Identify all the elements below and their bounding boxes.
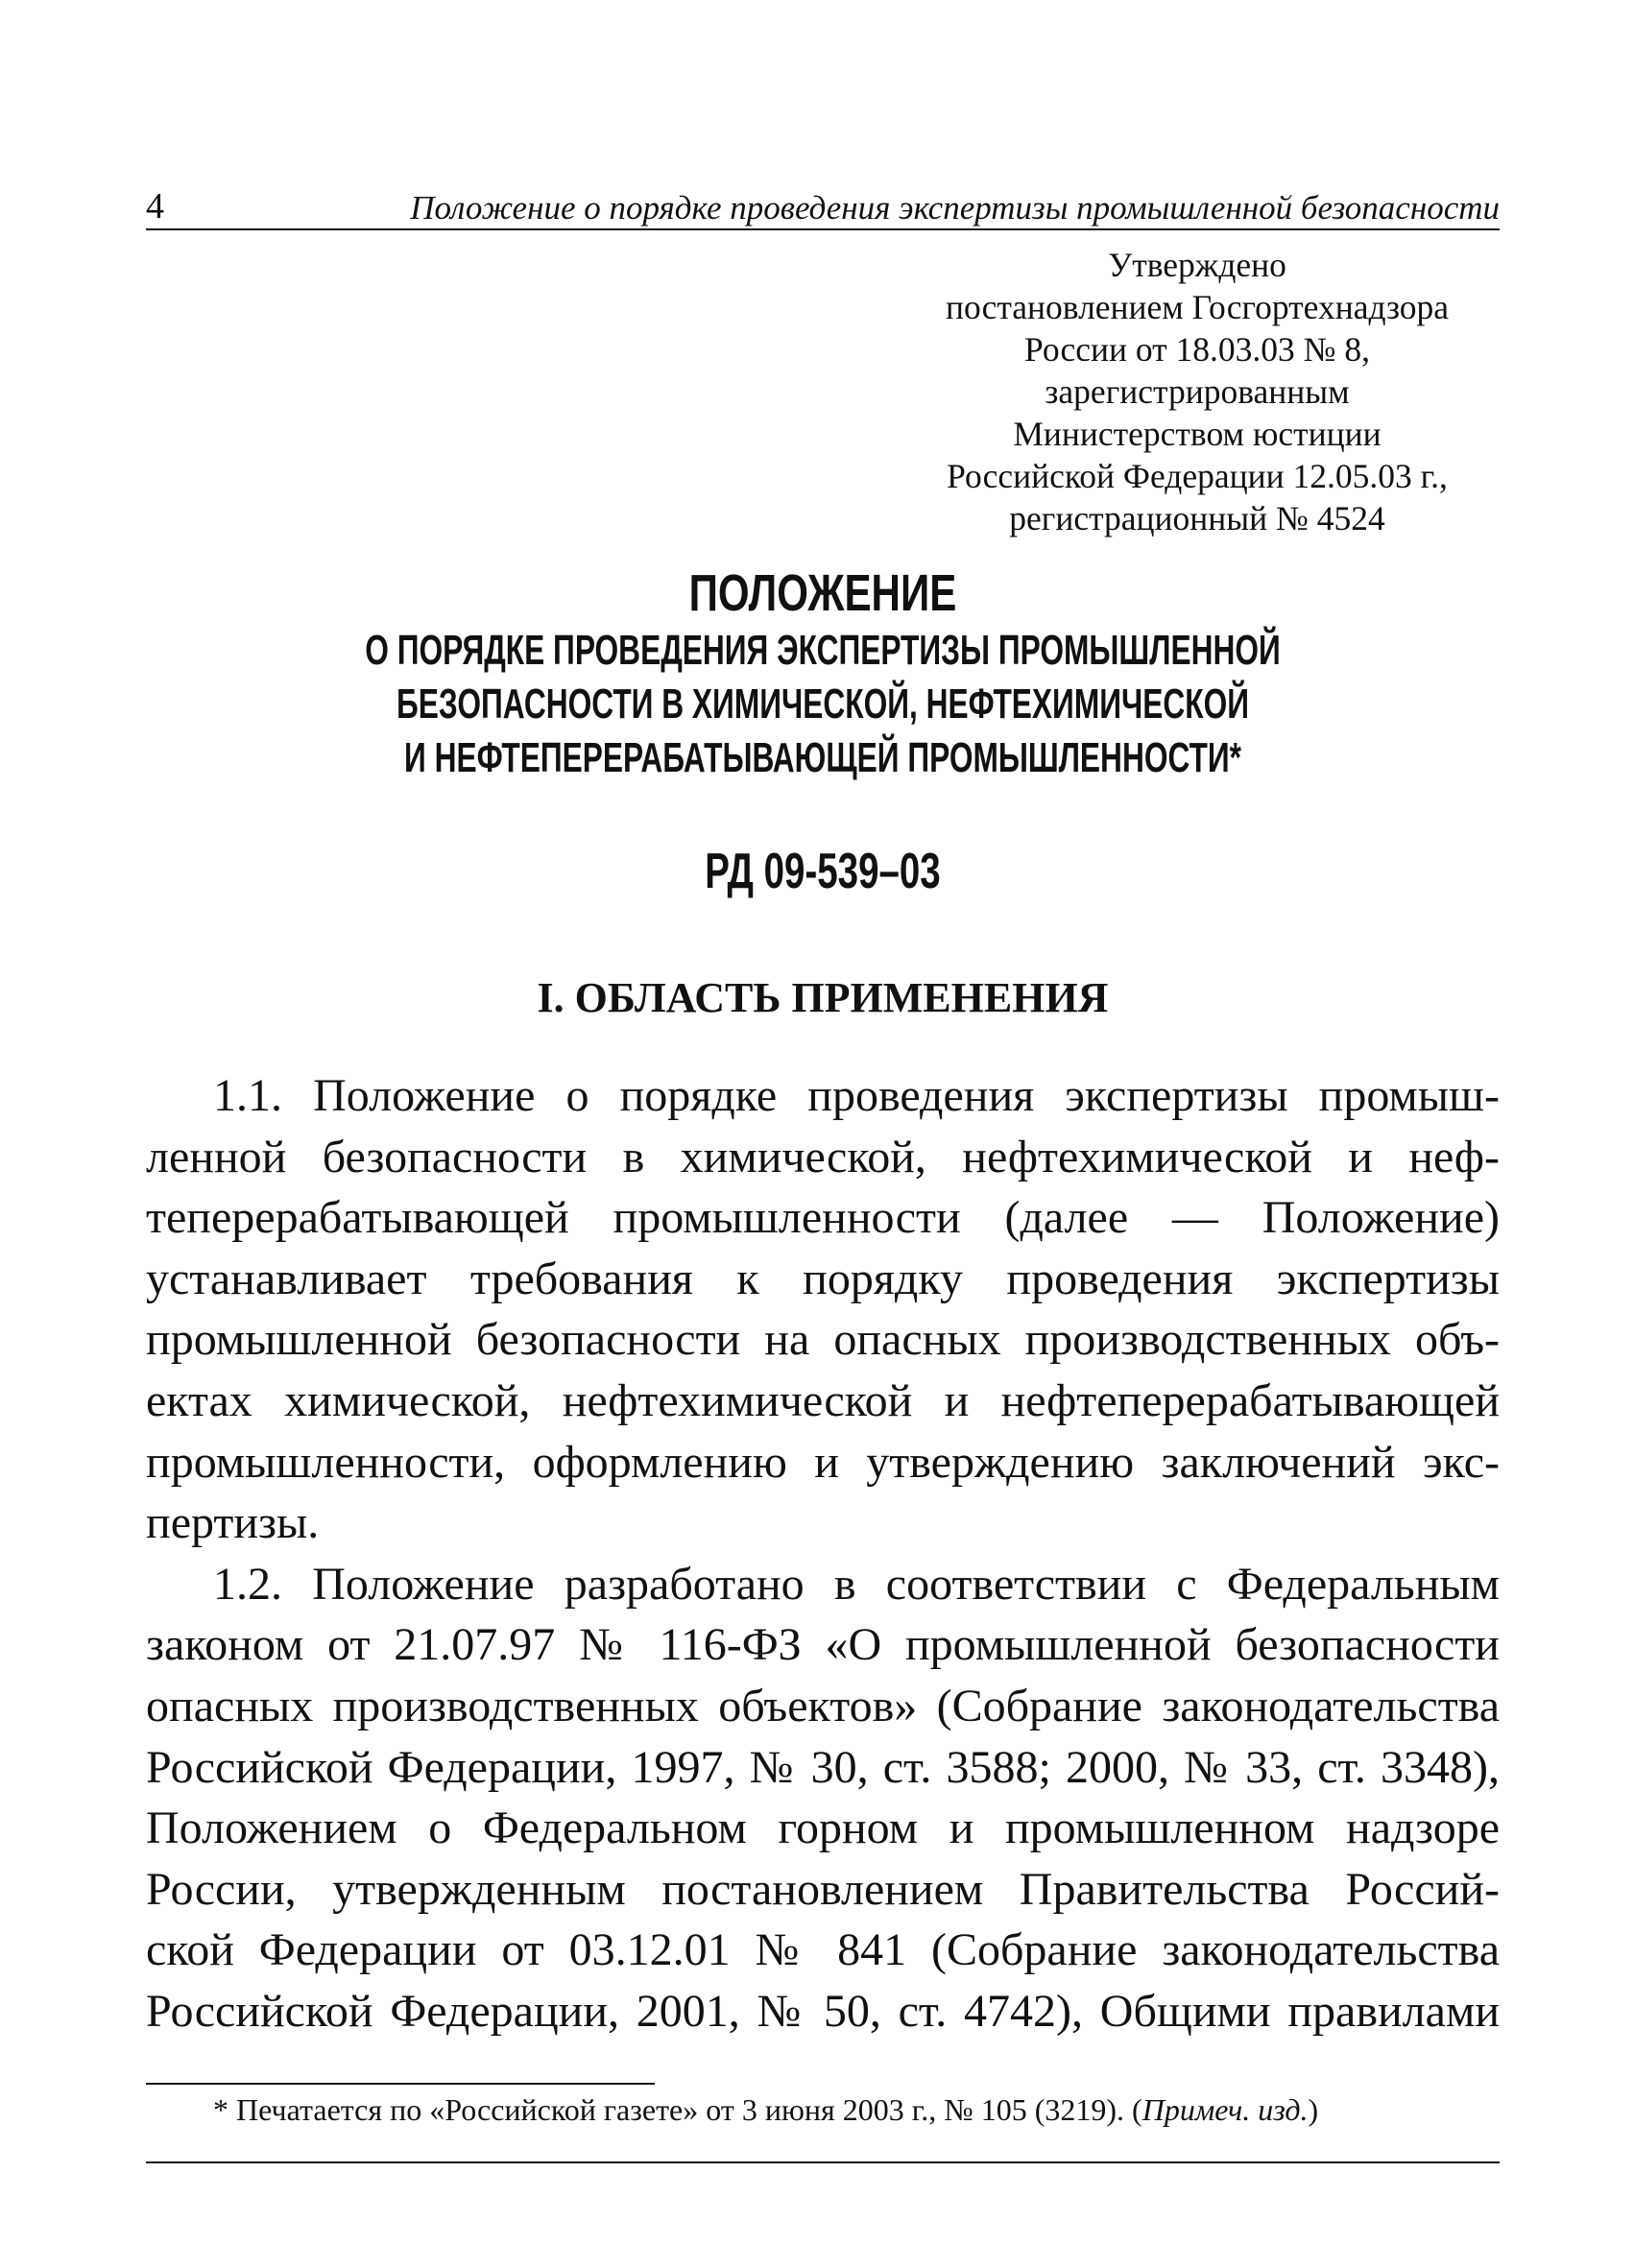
paragraph-line: промышленности, оформлению и утверждению заключений экс- — [146, 1436, 1500, 1488]
paragraph-line: 1.2. Положение разработано в соответствии с Федеральным — [213, 1558, 1500, 1610]
approval-line: Утверждено — [1108, 246, 1286, 284]
footnote-note: Примеч. изд. — [1141, 2091, 1309, 2127]
paragraph-line: промышленной безопасности на опасных производственных объ- — [146, 1314, 1500, 1366]
running-header — [146, 182, 1500, 230]
section-heading: I. ОБЛАСТЬ ПРИМЕНЕНИЯ — [537, 974, 1109, 1021]
running-header-title: Положение о порядке проведения экспертизы промышленной безопасности — [410, 189, 1500, 227]
page-number: 4 — [146, 186, 164, 227]
approval-line: зарегистрированным — [1045, 372, 1350, 411]
approval-line: постановлением Госгортехнадзора — [945, 288, 1450, 326]
document-subtitle-line: БЕЗОПАСНОСТИ В ХИМИЧЕСКОЙ, НЕФТЕХИМИЧЕСКОЙ — [396, 680, 1250, 728]
paragraph-line: России, утвержденным постановлением Правительства Россий- — [146, 1863, 1500, 1915]
paragraph-line: теперерабатывающей промышленности (далее — Положение) — [146, 1192, 1500, 1244]
document-page — [146, 182, 1500, 2163]
paragraph-line: Положением о Федеральном горном и промышленном надзоре — [146, 1802, 1500, 1854]
footnote-separator — [146, 2083, 655, 2085]
paragraph-line: ленной безопасности в химической, нефтехимической и неф- — [146, 1131, 1500, 1182]
paragraph-line: ектах химической, нефтехимической и нефтеперерабатывающей — [146, 1374, 1500, 1426]
document-subtitle-line: О ПОРЯДКЕ ПРОВЕДЕНИЯ ЭКСПЕРТИЗЫ ПРОМЫШЛЕННОЙ — [365, 627, 1281, 674]
document-title — [146, 562, 1500, 785]
approval-line: Российской Федерации 12.05.03 г., — [947, 457, 1448, 495]
footnote — [146, 2090, 1500, 2129]
paragraph-line: ской Федерации от 03.12.01 № 841 (Собрание законодательства — [146, 1924, 1500, 1976]
paragraph-line: пертизы. — [146, 1497, 320, 1549]
footnote-close: ) — [1308, 2091, 1319, 2127]
paragraph-line: законом от 21.07.97 № 116-ФЗ «О промышленной безопасности — [146, 1619, 1500, 1671]
footnote-text: * Печатается по «Российской газете» от 3 июня 2003 г., № 105 (3219). ( — [213, 2091, 1142, 2127]
bottom-rule — [146, 2161, 1500, 2163]
paragraph-line: опасных производственных объектов» (Собрание законодательства — [146, 1680, 1500, 1731]
approval-line: регистрационный № 4524 — [1009, 499, 1385, 537]
paragraph-line: 1.1. Положение о порядке проведения экспертизы промыш- — [213, 1070, 1500, 1121]
document-title-main: ПОЛОЖЕНИЕ — [688, 564, 957, 622]
approval-line: России от 18.03.03 № 8, — [1023, 330, 1371, 369]
paragraph-line: Российской Федерации, 1997, № 30, ст. 3588; 2000, № 33, ст. 3348), — [146, 1741, 1500, 1793]
paragraph-line: устанавливает требования к порядку проведения экспертизы — [146, 1253, 1500, 1304]
section-body — [146, 1065, 1500, 2042]
approval-line: Министерством юстиции — [1013, 415, 1382, 453]
approval-block — [885, 244, 1509, 539]
paragraph-line: Российской Федерации, 2001, № 50, ст. 4742), Общими правилами — [146, 1985, 1500, 2037]
document-code: РД 09-539–03 — [705, 844, 941, 899]
document-subtitle-line: И НЕФТЕПЕРЕРАБАТЫВАЮЩЕЙ ПРОМЫШЛЕННОСТИ* — [403, 734, 1242, 781]
